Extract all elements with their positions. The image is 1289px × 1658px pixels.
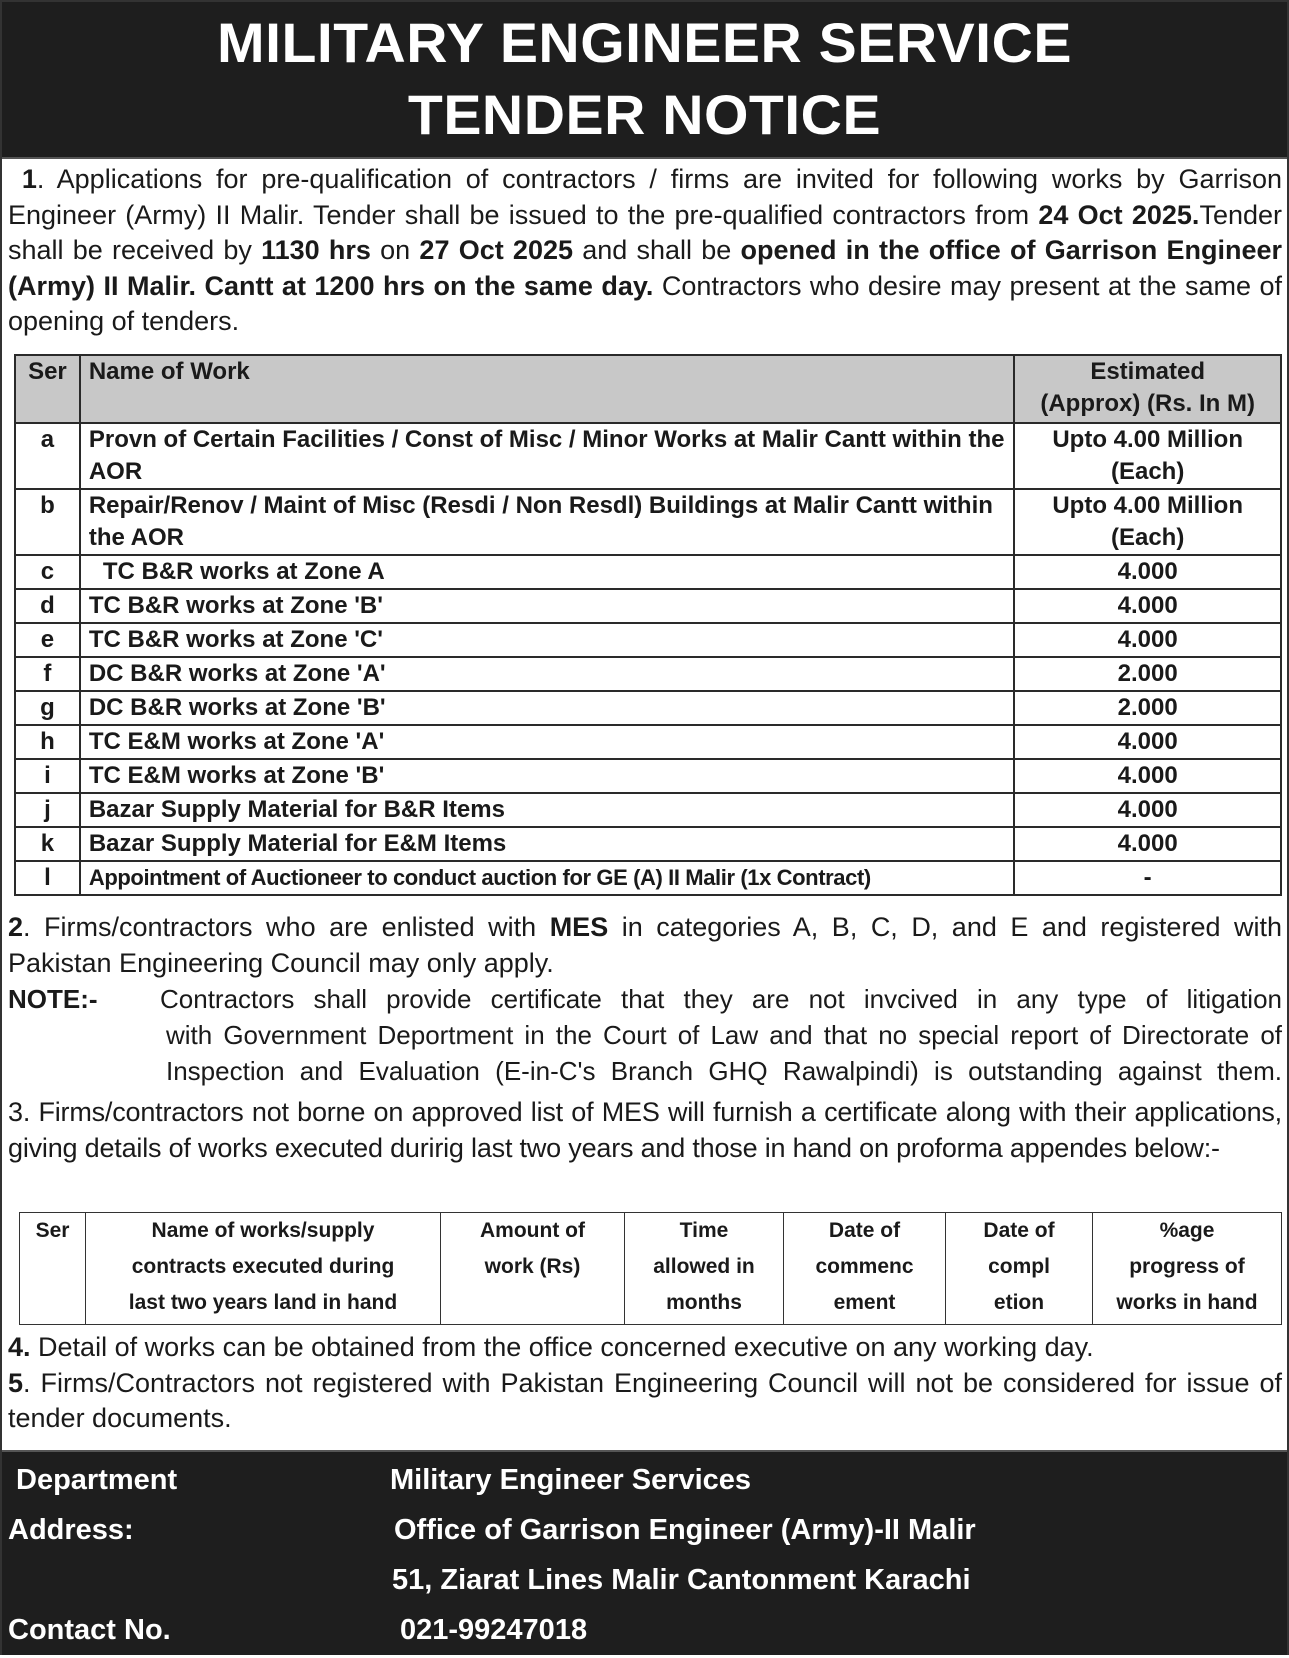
proforma-col-progress <box>1093 1213 1282 1325</box>
proforma-table <box>19 1212 1282 1325</box>
proforma-col-amount-l1: Amount of <box>480 1219 585 1242</box>
paragraph-2 <box>8 910 1282 981</box>
table-row <box>15 861 1281 895</box>
proforma-col-commencement-l1: Date of <box>828 1219 901 1242</box>
cell-name: TC B&R works at Zone 'B' <box>80 589 1015 623</box>
contact-value: 021-99247018 <box>400 1614 588 1646</box>
cell-ser: b <box>15 489 80 555</box>
cell-estimate-line1: Upto 4.00 Million <box>1052 426 1244 453</box>
receive-date: 27 Oct 2025 <box>419 235 573 265</box>
proforma-col-name <box>86 1213 441 1325</box>
proforma-col-progress-l1: %age <box>1159 1219 1215 1242</box>
notice-header <box>2 2 1287 159</box>
paragraph-5 <box>8 1366 1282 1437</box>
paragraph-1 <box>8 162 1282 340</box>
cell-estimate: 4.000 <box>1014 759 1281 793</box>
proforma-col-time <box>625 1213 784 1325</box>
paragraph-3: 3. Firms/contractors not borne on approved list of MES will furnish a certificate along with their applications, giving details of works executed duririg last two years and those in hand on proforma appendes below:- <box>8 1097 1282 1163</box>
cell-estimate-line2: (Each) <box>1110 524 1185 551</box>
cell-estimate-line2: (Each) <box>1110 458 1185 485</box>
footer-address-row-2 <box>2 1564 1287 1608</box>
proforma-col-commencement-l3: ement <box>833 1291 896 1314</box>
cell-estimate: 4.000 <box>1014 827 1281 861</box>
contact-footer <box>2 1450 1287 1655</box>
table-row <box>15 657 1281 691</box>
proforma-col-amount <box>441 1213 625 1325</box>
department-label: Department <box>16 1464 178 1496</box>
proforma-col-time-l1: Time <box>679 1219 729 1242</box>
table-row <box>15 827 1281 861</box>
address-line1: Office of Garrison Engineer (Army)-II Malir <box>394 1514 976 1546</box>
cell-ser: l <box>15 861 80 895</box>
cell-ser: f <box>15 657 80 691</box>
cell-ser: d <box>15 589 80 623</box>
cell-estimate: 4.000 <box>1014 589 1281 623</box>
para2-text-b: in categories A, B, C, D, and E and registered with Pakistan Engineering Council may only apply. <box>8 912 1282 978</box>
cell-name: TC B&R works at Zone 'C' <box>80 623 1015 657</box>
proforma-col-completion <box>946 1213 1093 1325</box>
para1-text-b: Tender shall be received by <box>8 199 1282 265</box>
para2-text-a: . Firms/contractors who are enlisted with <box>23 912 550 942</box>
table-row <box>15 725 1281 759</box>
para5-text: . Firms/Contractors not registered with Pakistan Engineering Council will not be considered for issue of tender documents. <box>8 1367 1282 1433</box>
cell-name: Repair/Renov / Maint of Misc (Resdi / Non Resdl) Buildings at Malir Cantt within the AOR <box>80 489 1015 555</box>
cell-estimate <box>1014 489 1281 555</box>
contact-label: Contact No. <box>8 1614 171 1646</box>
table-row <box>15 589 1281 623</box>
mes-label: MES <box>549 912 609 942</box>
proforma-col-commencement-l2: commenc <box>815 1255 914 1278</box>
table-row <box>15 759 1281 793</box>
col-header-est-line2: (Approx) (Rs. In M) <box>1040 390 1255 417</box>
para2-number: 2 <box>8 912 24 942</box>
cell-estimate <box>1014 423 1281 489</box>
proforma-header-row <box>20 1213 1282 1325</box>
col-header-estimated <box>1014 355 1281 423</box>
cell-ser: e <box>15 623 80 657</box>
paragraphs-4-5 <box>8 1330 1282 1437</box>
cell-ser: k <box>15 827 80 861</box>
para1-text-d: and shall be <box>573 235 741 265</box>
issue-date: 24 Oct 2025. <box>1038 199 1200 230</box>
address-label: Address: <box>8 1514 134 1546</box>
proforma-col-ser-label: Ser <box>35 1219 70 1242</box>
cell-ser: c <box>15 555 80 589</box>
cell-ser: h <box>15 725 80 759</box>
header-title-line2: TENDER NOTICE <box>407 83 882 146</box>
para5-number: 5 <box>8 1367 24 1398</box>
cell-estimate: 4.000 <box>1014 793 1281 827</box>
table-row <box>15 555 1281 589</box>
cell-estimate: 2.000 <box>1014 691 1281 725</box>
proforma-col-time-l2: allowed in <box>653 1255 755 1278</box>
cell-name: TC E&M works at Zone 'B' <box>80 759 1015 793</box>
footer-address-row <box>2 1514 1287 1558</box>
cell-name: Bazar Supply Material for B&R Items <box>80 793 1015 827</box>
proforma-col-name-l2: contracts executed during <box>131 1255 395 1278</box>
header-title-line1: MILITARY ENGINEER SERVICE <box>217 11 1072 74</box>
paragraph-4 <box>8 1330 1282 1366</box>
address-line2: 51, Ziarat Lines Malir Cantonment Karachi <box>392 1564 971 1596</box>
col-header-ser: Ser <box>15 355 80 423</box>
proforma-col-completion-l3: etion <box>993 1291 1045 1314</box>
note-label: NOTE:- <box>8 984 98 1014</box>
col-header-est-line1: Estimated <box>1090 358 1206 385</box>
table-row <box>15 423 1281 489</box>
para4-number: 4. <box>8 1332 31 1362</box>
para1-number: 1 <box>21 164 37 194</box>
proforma-col-name-l1: Name of works/supply <box>151 1219 375 1242</box>
receive-time: 1130 hrs <box>261 235 371 265</box>
para1-text-a: . Applications for pre-qualification of contractors / firms are invited for following works by Garrison Engineer (Army) II Malir. Tender shall be issued to the pre-qualified contractors from <box>8 164 1282 230</box>
note-line1: Contractors shall provide certificate that they are not invcived in any type of litigation <box>160 984 1282 1014</box>
cell-name: Bazar Supply Material for E&M Items <box>80 827 1015 861</box>
opening-details: opened in the office of Garrison Engineer (Army) II Malir. Cantt at 1200 hrs on the same day. <box>8 235 1283 301</box>
cell-name: DC B&R works at Zone 'B' <box>80 691 1015 725</box>
table-row <box>15 691 1281 725</box>
cell-estimate: 2.000 <box>1014 657 1281 691</box>
footer-contact-row <box>2 1614 1287 1658</box>
proforma-col-time-l3: months <box>666 1291 742 1314</box>
cell-estimate: - <box>1014 861 1281 895</box>
cell-name: TC E&M works at Zone 'A' <box>80 725 1015 759</box>
proforma-col-amount-l2: work (Rs) <box>484 1255 581 1278</box>
table-row <box>15 489 1281 555</box>
proforma-col-completion-l1: Date of <box>983 1219 1055 1242</box>
cell-name: DC B&R works at Zone 'A' <box>80 657 1015 691</box>
note-line2: with Government Deportment in the Court of Law and that no special report of Directorate of <box>166 1020 1282 1050</box>
cell-name: TC B&R works at Zone A <box>80 555 1015 589</box>
proforma-col-commencement <box>784 1213 946 1325</box>
department-value: Military Engineer Services <box>390 1464 752 1496</box>
works-table <box>14 354 1282 896</box>
cell-name: Provn of Certain Facilities / Const of Misc / Minor Works at Malir Cantt within the AOR <box>80 423 1015 489</box>
para1-text-c: on <box>370 235 420 265</box>
cell-ser: j <box>15 793 80 827</box>
footer-department-row <box>2 1464 1287 1508</box>
col-header-name: Name of Work <box>80 355 1015 423</box>
proforma-col-progress-l2: progress of <box>1129 1255 1245 1278</box>
cell-estimate: 4.000 <box>1014 555 1281 589</box>
proforma-col-ser <box>20 1213 86 1325</box>
para1-text-e: Contractors who desire may present at the same of opening of tenders. <box>8 270 1282 336</box>
cell-ser: a <box>15 423 80 489</box>
note-line3: Inspection and Evaluation (E-in-C's Branch GHQ Rawalpindi) is outstanding against them. <box>166 1056 1282 1086</box>
cell-ser: g <box>15 691 80 725</box>
cell-estimate: 4.000 <box>1014 725 1281 759</box>
note-text <box>160 981 1282 1089</box>
proforma-col-progress-l3: works in hand <box>1116 1291 1258 1314</box>
cell-name: Appointment of Auctioneer to conduct auction for GE (A) II Malir (1x Contract) <box>80 861 1015 895</box>
cell-ser: i <box>15 759 80 793</box>
cell-estimate-line1: Upto 4.00 Million <box>1052 492 1244 519</box>
works-table-header-row <box>15 355 1281 423</box>
table-row <box>15 793 1281 827</box>
table-row <box>15 623 1281 657</box>
proforma-col-completion-l2: compl <box>988 1255 1050 1278</box>
proforma-col-name-l3: last two years land in hand <box>128 1291 398 1314</box>
cell-estimate: 4.000 <box>1014 623 1281 657</box>
para4-text: Detail of works can be obtained from the office concerned executive on any working day. <box>30 1332 1094 1362</box>
